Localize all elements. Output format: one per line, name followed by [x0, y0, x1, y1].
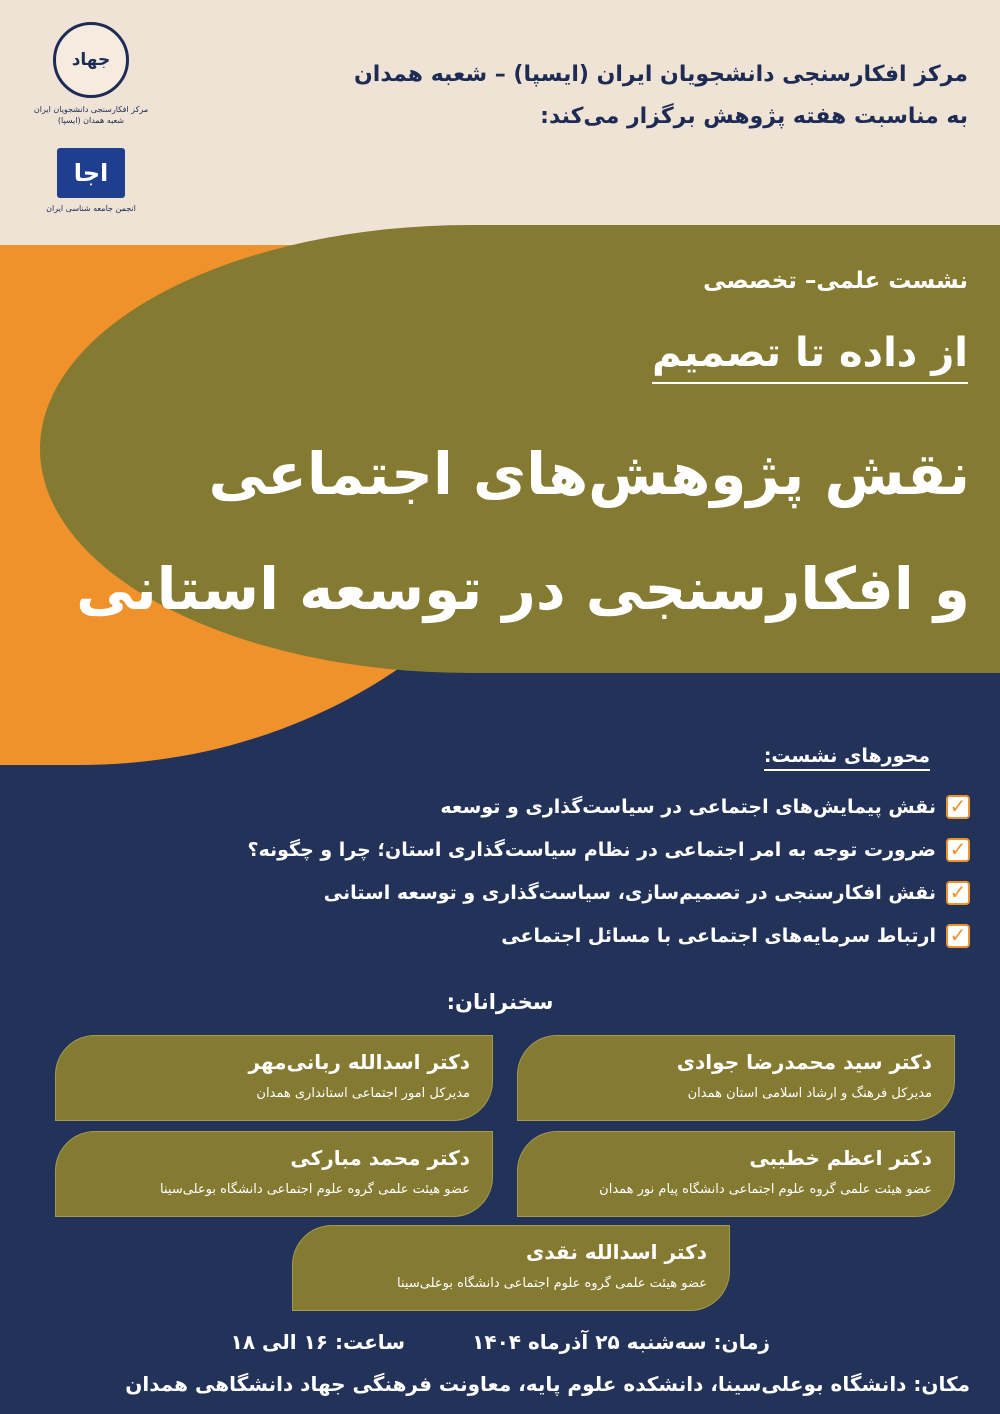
event-main-title: از داده تا تصمیم	[652, 330, 968, 384]
topic-text: نقش افکارسنجی در تصمیم‌سازی، سیاست‌گذاری و توسعه استانی	[323, 881, 936, 904]
topics-list	[247, 785, 970, 957]
checkbox-icon: ✓	[946, 881, 970, 905]
topic-item	[247, 828, 970, 871]
topic-text: نقش پیمایش‌های اجتماعی در سیاست‌گذاری و توسعه	[440, 795, 936, 818]
topics-heading: محورهای نشست:	[764, 745, 930, 771]
event-headline-line-2: و افکارسنجی در توسعه استانی	[76, 555, 970, 623]
jahad-logo: جهاد	[53, 22, 129, 98]
aja-logo-caption: انجمن جامعه شناسی ایران	[46, 204, 136, 213]
speaker-role: عضو هیئت علمی گروه علوم اجتماعی دانشگاه بوعلی‌سینا	[397, 1276, 707, 1291]
speaker-name: دکتر محمد مبارکی	[290, 1146, 470, 1170]
speaker-card	[55, 1035, 493, 1121]
speaker-card	[292, 1225, 730, 1311]
speaker-card	[55, 1131, 493, 1217]
event-headline-line-1: نقش پژوهش‌های اجتماعی	[208, 440, 970, 508]
logo-group	[26, 22, 156, 213]
jahad-logo-caption: مرکز افکارسنجی دانشجویان ایران شعبه همدان (ایسپا)	[33, 105, 149, 125]
speaker-name: دکتر اعظم خطیبی	[749, 1146, 932, 1170]
topic-item	[270, 871, 970, 914]
speaker-name: دکتر اسدالله ربانی‌مهر	[248, 1050, 470, 1074]
occasion-line: به مناسبت هفته پژوهش برگزار می‌کند:	[540, 104, 968, 129]
speaker-role: مدیرکل امور اجتماعی استانداری همدان	[256, 1086, 470, 1101]
speakers-heading: سخنرانان:	[446, 990, 554, 1014]
speaker-card	[517, 1131, 955, 1217]
checkbox-icon: ✓	[946, 838, 970, 862]
event-date: زمان: سه‌شنبه ۲۵ آذرماه ۱۴۰۴	[472, 1330, 770, 1354]
speaker-name: دکتر اسدالله نقدی	[526, 1240, 707, 1264]
topic-item	[270, 785, 970, 828]
topic-item	[270, 914, 970, 957]
topic-text: ضرورت توجه به امر اجتماعی در نظام سیاست‌گذاری استان؛ چرا و چگونه؟	[247, 838, 936, 861]
organizer-line: مرکز افکارسنجی دانشجویان ایران (ایسپا) – شعبه همدان	[354, 62, 968, 87]
aja-logo: اجا	[57, 148, 125, 198]
speaker-role: عضو هیئت علمی گروه علوم اجتماعی دانشگاه بوعلی‌سینا	[160, 1182, 470, 1197]
event-type: نشست علمی– تخصصی	[703, 268, 968, 294]
speaker-name: دکتر سید محمدرضا جوادی	[676, 1050, 932, 1074]
speaker-card	[517, 1035, 955, 1121]
event-location: مکان: دانشگاه بوعلی‌سینا، دانشکده علوم پایه، معاونت فرهنگی جهاد دانشگاهی همدان	[125, 1372, 970, 1396]
speaker-role: مدیرکل فرهنگ و ارشاد اسلامی استان همدان	[687, 1086, 932, 1101]
checkbox-icon: ✓	[946, 924, 970, 948]
checkbox-icon: ✓	[946, 795, 970, 819]
event-hour: ساعت: ۱۶ الی ۱۸	[230, 1330, 405, 1354]
topic-text: ارتباط سرمایه‌های اجتماعی با مسائل اجتماعی	[501, 924, 936, 947]
speaker-role: عضو هیئت علمی گروه علوم اجتماعی دانشگاه پیام نور همدان	[599, 1182, 932, 1197]
